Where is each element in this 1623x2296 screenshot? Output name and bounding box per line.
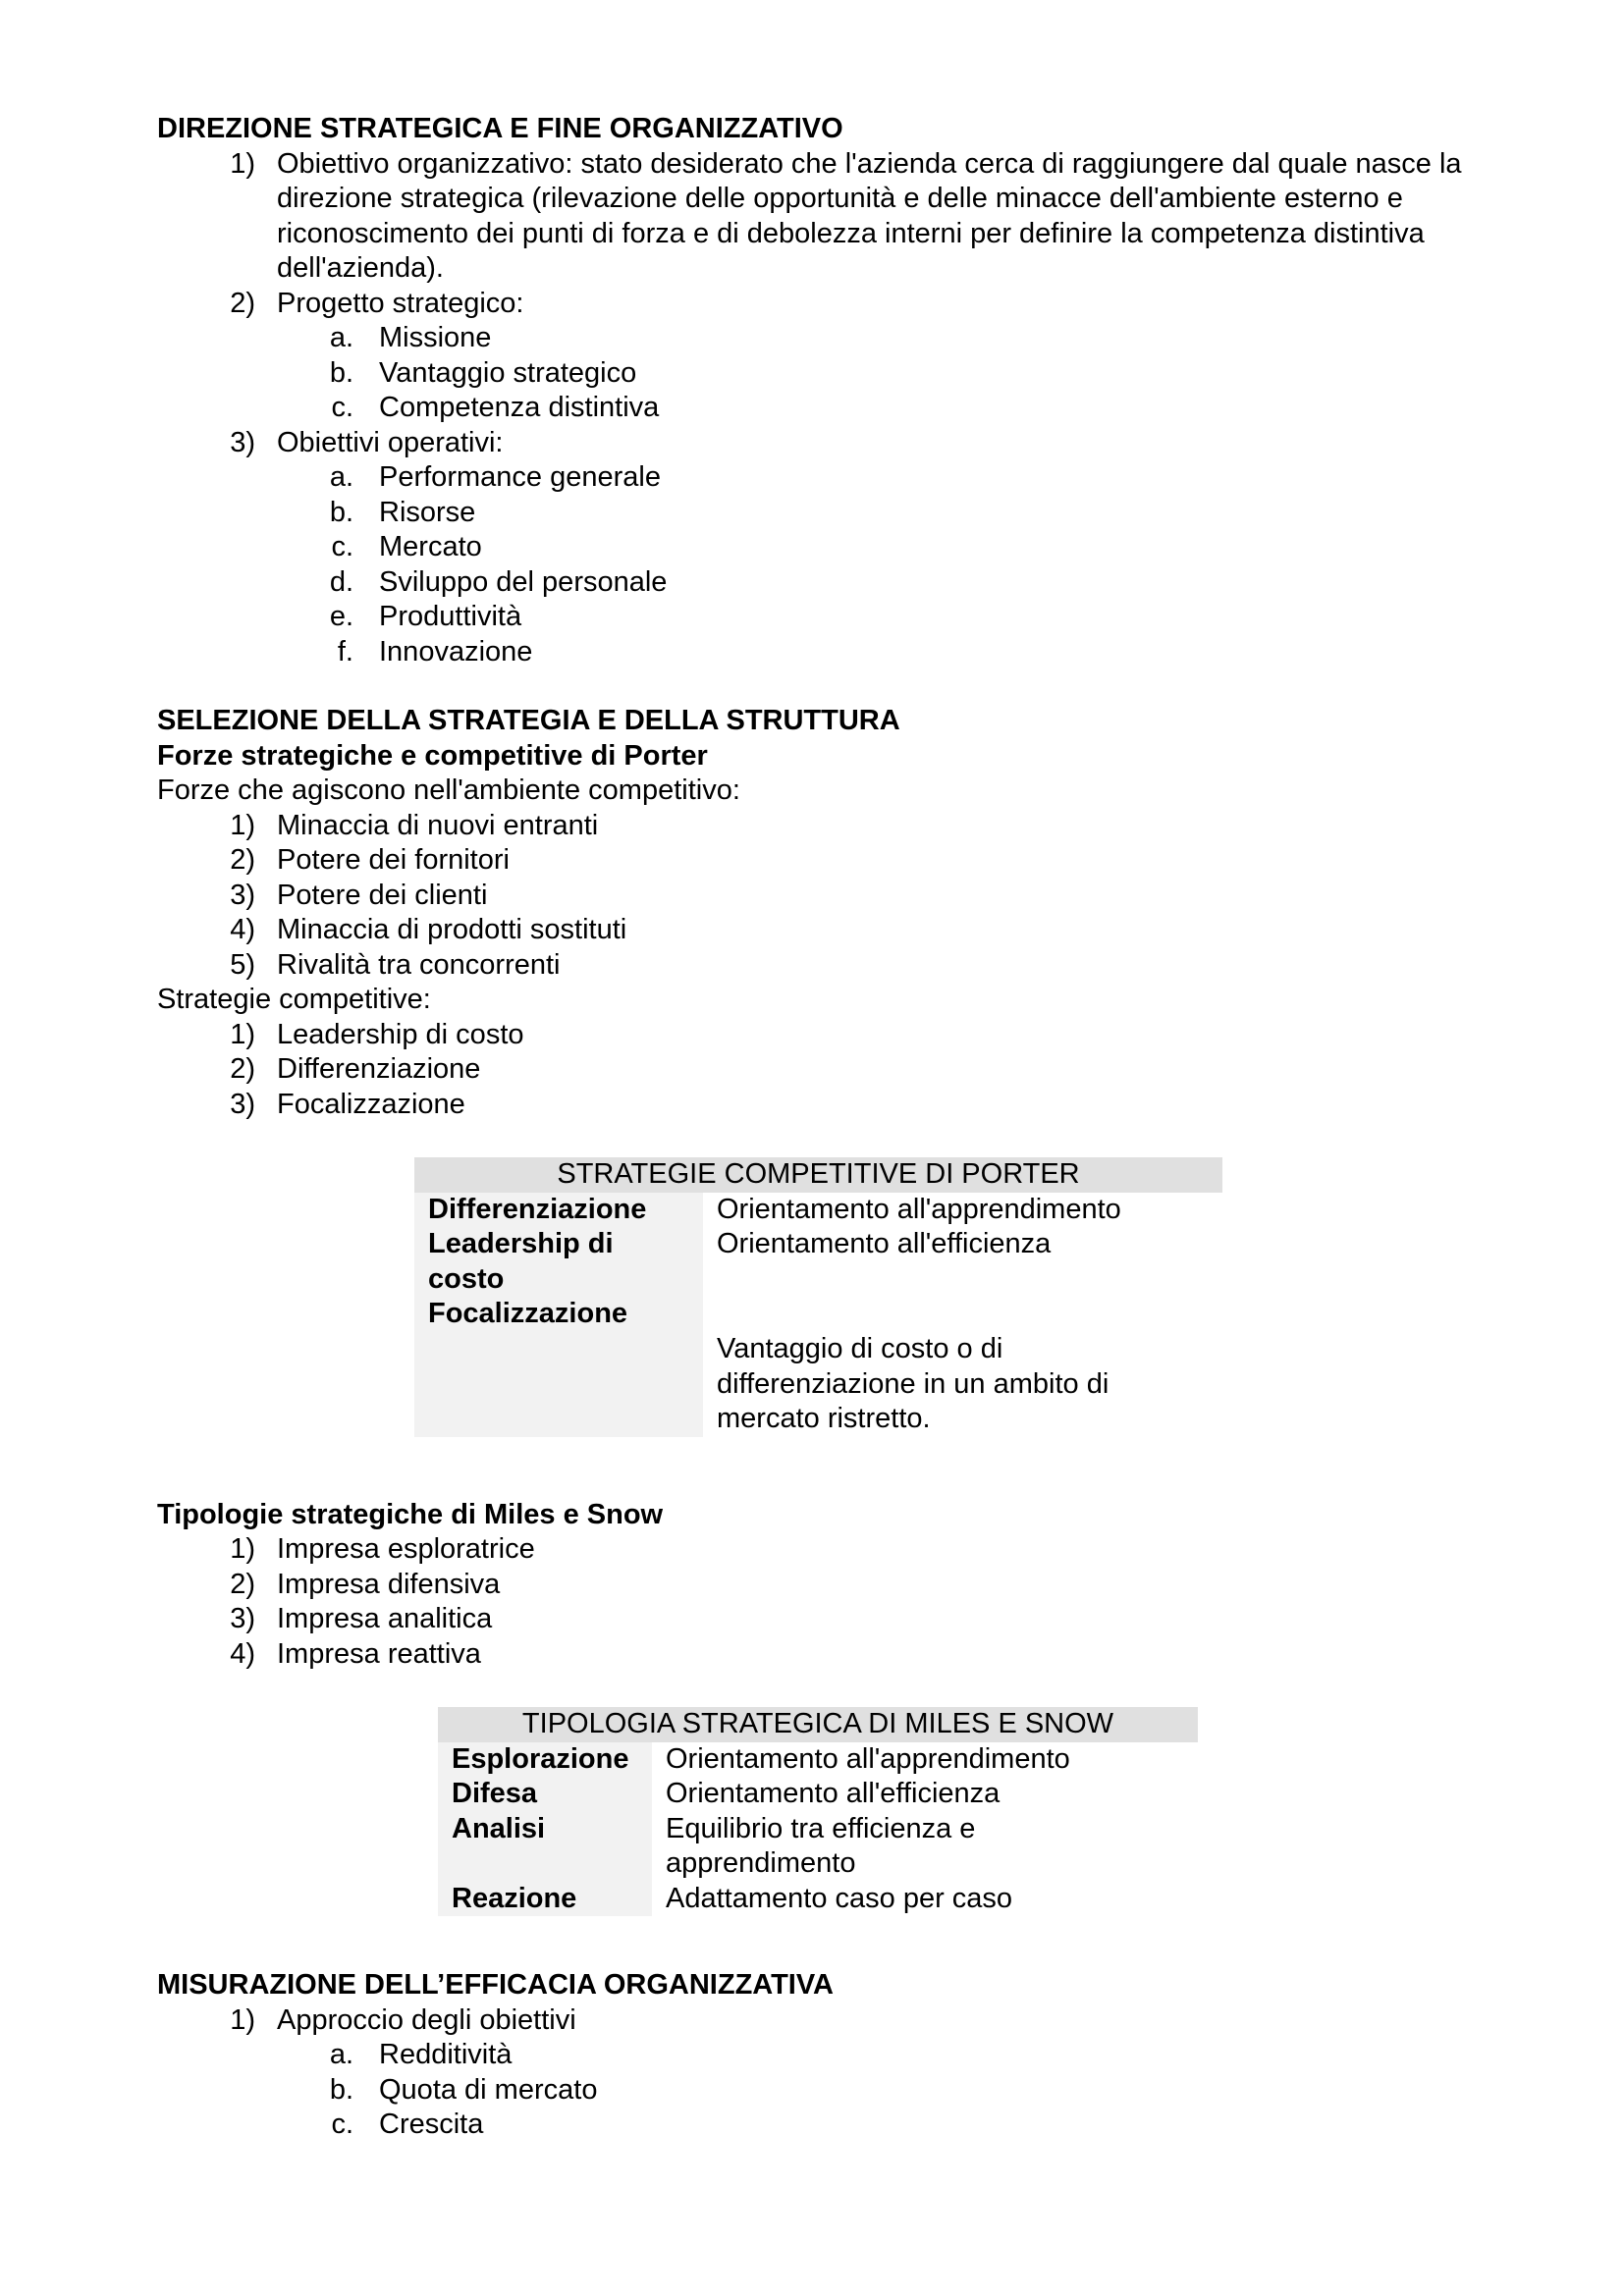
sub-list-letter: a. <box>329 461 353 493</box>
sub-list-letter: a. <box>329 322 353 353</box>
table-value: Equilibrio tra efficienza e apprendimento <box>666 1812 976 1879</box>
list-text: Impresa analitica <box>277 1603 493 1634</box>
sub-list-item <box>157 565 1473 601</box>
list-item <box>157 1637 1473 1673</box>
subsection-heading-miles-snow: Tipologie strategiche di Miles e Snow <box>157 1498 664 1530</box>
list-text: Impresa reattiva <box>277 1637 481 1670</box>
sub-list-item <box>157 391 1473 426</box>
list-number: 4) <box>230 914 255 945</box>
list-text: Obiettivo organizzativo: stato desiderato che l'azienda cerca di raggiungere dal quale nasce la direzione strategica (rilevazione delle opportunità e delle minacce dell'ambiente esterno e riconoscimento dei punti di forza e di debolezza interni per definire la competenza distintiva dell'azienda). <box>277 147 1462 284</box>
list-number: 1) <box>230 1533 255 1565</box>
sub-list-text: Missione <box>379 322 492 353</box>
sub-list-item <box>157 356 1473 392</box>
list-item <box>157 1052 1473 1088</box>
list-text: Approccio degli obiettivi <box>277 2003 576 2036</box>
section-heading-direzione: DIREZIONE STRATEGICA E FINE ORGANIZZATIVO <box>157 113 843 144</box>
sub-list-letter: e. <box>329 601 353 632</box>
list-item <box>157 426 1473 461</box>
sub-list-text: Risorse <box>379 496 476 528</box>
table-row <box>414 1297 1222 1437</box>
sub-list-text: Performance generale <box>379 461 661 493</box>
porter-table <box>414 1157 1222 1437</box>
list-number: 1) <box>230 147 255 180</box>
list-number: 5) <box>230 948 255 981</box>
list-number: 3) <box>230 1603 255 1634</box>
list-number: 2) <box>230 844 255 876</box>
list-text: Leadership di costo <box>277 1018 524 1050</box>
list-number: 3) <box>230 879 255 911</box>
list-item <box>157 1602 1473 1637</box>
paragraph-intro: Forze che agiscono nell'ambiente competitivo: <box>157 774 740 806</box>
list-item <box>157 879 1473 914</box>
list-text: Progetto strategico: <box>277 287 524 319</box>
table-value: Orientamento all'apprendimento <box>717 1193 1121 1225</box>
list-item <box>157 1568 1473 1603</box>
table-caption: STRATEGIE COMPETITIVE DI PORTER <box>414 1157 1222 1193</box>
list-number: 1) <box>230 2003 255 2036</box>
sub-list-item <box>157 460 1473 496</box>
table-row <box>414 1227 1222 1297</box>
list-number: 3) <box>230 426 255 458</box>
table-value: Orientamento all'apprendimento <box>666 1742 1070 1775</box>
table-value: Orientamento all'efficienza <box>666 1778 1001 1809</box>
table-value: Adattamento caso per caso <box>666 1882 1013 1914</box>
sub-list-letter: b. <box>329 356 353 389</box>
list-item <box>157 948 1473 984</box>
sub-list-text: Quota di mercato <box>379 2073 598 2106</box>
list-number: 2) <box>230 1568 255 1600</box>
table-row <box>438 1742 1198 1778</box>
list-text: Focalizzazione <box>277 1088 465 1120</box>
list-item <box>157 2003 1473 2039</box>
list-text: Obiettivi operativi: <box>277 426 504 458</box>
sub-list-item <box>157 2038 1473 2073</box>
sub-list-text: Vantaggio strategico <box>379 356 637 389</box>
list-number: 2) <box>230 1053 255 1085</box>
list-item <box>157 809 1473 844</box>
table-row <box>438 1777 1198 1812</box>
sub-list-letter: b. <box>329 496 353 528</box>
sub-list-item <box>157 321 1473 356</box>
table-value: Orientamento all'efficienza <box>717 1228 1052 1259</box>
list-text: Minaccia di nuovi entranti <box>277 809 599 841</box>
sub-list-text: Redditività <box>379 2039 513 2070</box>
sub-list-letter: b. <box>329 2073 353 2106</box>
list-number: 1) <box>230 1018 255 1050</box>
list-text: Impresa esploratrice <box>277 1533 535 1565</box>
table-caption: TIPOLOGIA STRATEGICA DI MILES E SNOW <box>438 1707 1198 1742</box>
list-number: 3) <box>230 1088 255 1120</box>
table-label: Analisi <box>438 1812 652 1882</box>
sub-list-item <box>157 530 1473 565</box>
list-item <box>157 843 1473 879</box>
list-item <box>157 287 1473 322</box>
table-label: Differenziazione <box>414 1193 703 1228</box>
list-number: 1) <box>230 809 255 841</box>
document-page <box>157 112 1473 2143</box>
sub-list-text: Innovazione <box>379 635 533 667</box>
list-item <box>157 1088 1473 1123</box>
sub-list-text: Crescita <box>379 2109 484 2140</box>
sub-list-item <box>157 600 1473 635</box>
subsection-heading-porter: Forze strategiche e competitive di Porter <box>157 739 708 772</box>
sub-list-item <box>157 496 1473 531</box>
sub-list-letter: c. <box>331 2109 353 2140</box>
list-number: 4) <box>230 1637 255 1670</box>
paragraph-strategie: Strategie competitive: <box>157 984 431 1015</box>
table-label: Leadership di costo <box>414 1227 703 1297</box>
sub-list-letter: a. <box>329 2039 353 2070</box>
list-text: Potere dei fornitori <box>277 844 510 876</box>
table-label: Esplorazione <box>438 1742 652 1778</box>
list-text: Impresa difensiva <box>277 1568 501 1600</box>
table-value: Vantaggio di costo o di differenziazione in un ambito di mercato ristretto. <box>717 1333 1109 1434</box>
sub-list-text: Sviluppo del personale <box>379 565 668 598</box>
list-text: Minaccia di prodotti sostituti <box>277 914 627 945</box>
list-item <box>157 147 1473 287</box>
list-text: Differenziazione <box>277 1053 481 1085</box>
section-heading-selezione: SELEZIONE DELLA STRATEGIA E DELLA STRUTTURA <box>157 705 900 736</box>
sub-list-item <box>157 635 1473 670</box>
sub-list-text: Competenza distintiva <box>379 392 660 423</box>
table-row <box>414 1193 1222 1228</box>
table-row <box>438 1812 1198 1882</box>
sub-list-text: Produttività <box>379 601 522 632</box>
sub-list-text: Mercato <box>379 531 482 562</box>
section-heading-misurazione: MISURAZIONE DELL’EFFICACIA ORGANIZZATIVA <box>157 1969 834 2001</box>
list-item <box>157 1018 1473 1053</box>
list-text: Potere dei clienti <box>277 879 488 911</box>
table-row <box>438 1882 1198 1917</box>
list-number: 2) <box>230 287 255 319</box>
list-item <box>157 1532 1473 1568</box>
sub-list-letter: f. <box>337 635 353 667</box>
table-label: Focalizzazione <box>414 1297 703 1437</box>
sub-list-letter: c. <box>331 531 353 562</box>
miles-snow-table <box>438 1707 1198 1916</box>
table-label: Difesa <box>438 1777 652 1812</box>
sub-list-letter: d. <box>329 565 353 598</box>
sub-list-item <box>157 2073 1473 2109</box>
list-item <box>157 913 1473 948</box>
sub-list-letter: c. <box>331 392 353 423</box>
sub-list-item <box>157 2108 1473 2143</box>
table-label: Reazione <box>438 1882 652 1917</box>
list-text: Rivalità tra concorrenti <box>277 948 561 981</box>
